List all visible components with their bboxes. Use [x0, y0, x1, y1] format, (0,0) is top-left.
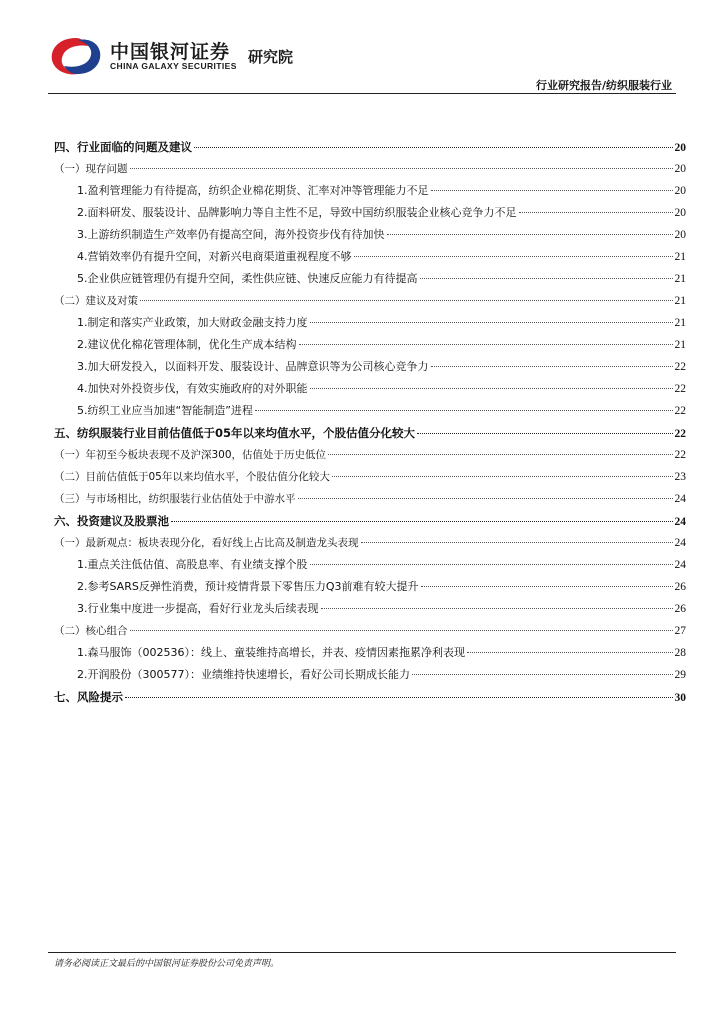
- toc-page-number: 26: [674, 603, 686, 615]
- toc-subsection-entry[interactable]: [54, 598, 686, 620]
- toc-entry-label: 1.制定和落实产业政策，加大财政金融支持力度: [77, 316, 308, 329]
- toc-section-entry[interactable]: [54, 532, 686, 554]
- toc-entry-label: 五、纺织服装行业目前估值低于05年以来均值水平，个股估值分化较大: [54, 426, 415, 440]
- toc-entry-label: 2.面料研发、服装设计、品牌影响力等自主性不足，导致中国纺织服装企业核心竞争力不足: [77, 206, 517, 219]
- toc-page-number: 20: [674, 185, 686, 197]
- toc-subsection-entry[interactable]: [54, 664, 686, 686]
- toc-entry-label: （二）目前估值低于05年以来均值水平，个股估值分化较大: [54, 471, 330, 483]
- toc-chapter-entry[interactable]: [54, 422, 686, 444]
- toc-page-number: 20: [674, 229, 686, 241]
- toc-dot-leader: [361, 542, 673, 543]
- toc-dot-leader: [412, 674, 673, 675]
- brand-name-cn: 中国银河证券: [110, 41, 231, 63]
- toc-subsection-entry[interactable]: [54, 268, 686, 290]
- toc-page-number: 22: [674, 428, 686, 440]
- toc-entry-label: 5.企业供应链管理仍有提升空间，柔性供应链、快速反应能力有待提高: [77, 272, 418, 285]
- toc-entry-label: 3.加大研发投入，以面料开发、服装设计、品牌意识等为公司核心竞争力: [77, 360, 429, 373]
- toc-dot-leader: [130, 168, 673, 169]
- toc-section-entry[interactable]: [54, 444, 686, 466]
- toc-entry-label: （三）与市场相比，纺织服装行业估值处于中游水平: [54, 493, 296, 505]
- toc-section-entry[interactable]: [54, 466, 686, 488]
- toc-page-number: 24: [674, 537, 686, 549]
- toc-subsection-entry[interactable]: [54, 334, 686, 356]
- toc-section-entry[interactable]: [54, 290, 686, 312]
- toc-page-number: 30: [674, 692, 686, 704]
- toc-dot-leader: [299, 344, 673, 345]
- toc-dot-leader: [310, 564, 673, 565]
- toc-entry-label: 4.营销效率仍有提升空间，对新兴电商渠道重视程度不够: [77, 250, 352, 263]
- toc-subsection-entry[interactable]: [54, 312, 686, 334]
- footer-disclaimer: 请务必阅读正文最后的中国银河证券股份公司免责声明。: [54, 959, 280, 969]
- toc-page-number: 24: [674, 559, 686, 571]
- toc-dot-leader: [310, 322, 673, 323]
- toc-chapter-entry[interactable]: [54, 510, 686, 532]
- toc-dot-leader: [171, 521, 673, 522]
- toc-dot-leader: [332, 476, 673, 477]
- toc-entry-label: （一）最新观点：板块表现分化，看好线上占比高及制造龙头表现: [54, 537, 359, 549]
- toc-subsection-entry[interactable]: [54, 224, 686, 246]
- toc-subsection-entry[interactable]: [54, 378, 686, 400]
- toc-dot-leader: [519, 212, 673, 213]
- footer-divider: [48, 952, 676, 953]
- toc-entry-label: 六、投资建议及股票池: [54, 514, 169, 528]
- toc-dot-leader: [467, 652, 673, 653]
- toc-dot-leader: [125, 697, 673, 698]
- toc-page-number: 22: [674, 405, 686, 417]
- toc-dot-leader: [421, 586, 673, 587]
- toc-subsection-entry[interactable]: [54, 202, 686, 224]
- institute-label: 研究院: [248, 48, 294, 66]
- toc-dot-leader: [431, 190, 673, 191]
- toc-dot-leader: [194, 147, 673, 148]
- toc-page-number: 24: [674, 493, 686, 505]
- toc-entry-label: 2.开润股份（300577）：业绩维持快速增长，看好公司长期成长能力: [77, 668, 410, 681]
- toc-entry-label: 1.森马服饰（002536）：线上、童装维持高增长，并表、疫情因素拖累净利表现: [77, 646, 465, 659]
- toc-section-entry[interactable]: [54, 158, 686, 180]
- table-of-contents: [54, 136, 686, 708]
- toc-dot-leader: [328, 454, 672, 455]
- china-galaxy-logo: [48, 34, 308, 78]
- toc-page-number: 23: [674, 471, 686, 483]
- toc-dot-leader: [420, 278, 673, 279]
- toc-dot-leader: [431, 366, 673, 367]
- toc-entry-label: 1.盈利管理能力有待提高，纺织企业棉花期货、汇率对冲等管理能力不足: [77, 184, 429, 197]
- toc-chapter-entry[interactable]: [54, 136, 686, 158]
- toc-subsection-entry[interactable]: [54, 400, 686, 422]
- toc-chapter-entry[interactable]: [54, 686, 686, 708]
- toc-subsection-entry[interactable]: [54, 576, 686, 598]
- toc-page-number: 26: [674, 581, 686, 593]
- toc-page-number: 20: [674, 142, 686, 154]
- report-category-tag: 行业研究报告/纺织服装行业: [535, 79, 672, 92]
- toc-subsection-entry[interactable]: [54, 642, 686, 664]
- toc-dot-leader: [387, 234, 673, 235]
- toc-entry-label: 5.纺织工业应当加速“智能制造”进程: [77, 404, 253, 417]
- toc-dot-leader: [310, 388, 673, 389]
- toc-entry-label: 1.重点关注低估值、高股息率、有业绩支撑个股: [77, 558, 308, 571]
- toc-entry-label: （一）年初至今板块表现不及沪深300，估值处于历史低位: [54, 449, 327, 461]
- toc-section-entry[interactable]: [54, 620, 686, 642]
- toc-dot-leader: [130, 630, 673, 631]
- toc-entry-label: 2.建议优化棉花管理体制，优化生产成本结构: [77, 338, 297, 351]
- toc-subsection-entry[interactable]: [54, 180, 686, 202]
- toc-entry-label: 4.加快对外投资步伐，有效实施政府的对外职能: [77, 382, 308, 395]
- toc-page-number: 27: [674, 625, 686, 637]
- toc-page-number: 21: [674, 273, 686, 285]
- page-header: [0, 0, 724, 96]
- toc-entry-label: 2.参考SARS反弹性消费，预计疫情背景下零售压力Q3前难有较大提升: [77, 580, 419, 593]
- toc-page-number: 21: [674, 251, 686, 263]
- toc-page-number: 21: [674, 339, 686, 351]
- toc-entry-label: 四、行业面临的问题及建议: [54, 140, 192, 154]
- toc-entry-label: （一）现存问题: [54, 163, 128, 175]
- toc-page-number: 20: [674, 163, 686, 175]
- toc-page-number: 22: [674, 383, 686, 395]
- toc-subsection-entry[interactable]: [54, 246, 686, 268]
- toc-subsection-entry[interactable]: [54, 554, 686, 576]
- toc-page-number: 22: [674, 361, 686, 373]
- toc-page-number: 21: [674, 295, 686, 307]
- toc-page-number: 28: [674, 647, 686, 659]
- toc-entry-label: （二）建议及对策: [54, 295, 138, 307]
- header-divider: [48, 93, 676, 94]
- toc-dot-leader: [140, 300, 673, 301]
- toc-page-number: 24: [674, 516, 686, 528]
- toc-section-entry[interactable]: [54, 488, 686, 510]
- toc-dot-leader: [255, 410, 673, 411]
- toc-dot-leader: [321, 608, 673, 609]
- toc-page-number: 21: [674, 317, 686, 329]
- brand-name-en: CHINA GALAXY SECURITIES: [110, 61, 237, 71]
- toc-page-number: 20: [674, 207, 686, 219]
- toc-page-number: 22: [674, 449, 686, 461]
- galaxy-swirl-icon: [48, 34, 104, 78]
- toc-entry-label: 七、风险提示: [54, 690, 123, 704]
- toc-dot-leader: [417, 433, 673, 434]
- toc-entry-label: （二）核心组合: [54, 625, 128, 637]
- toc-subsection-entry[interactable]: [54, 356, 686, 378]
- toc-page-number: 29: [674, 669, 686, 681]
- toc-dot-leader: [298, 498, 673, 499]
- toc-entry-label: 3.上游纺织制造生产效率仍有提高空间，海外投资步伐有待加快: [77, 228, 385, 241]
- toc-entry-label: 3.行业集中度进一步提高，看好行业龙头后续表现: [77, 602, 319, 615]
- toc-dot-leader: [354, 256, 673, 257]
